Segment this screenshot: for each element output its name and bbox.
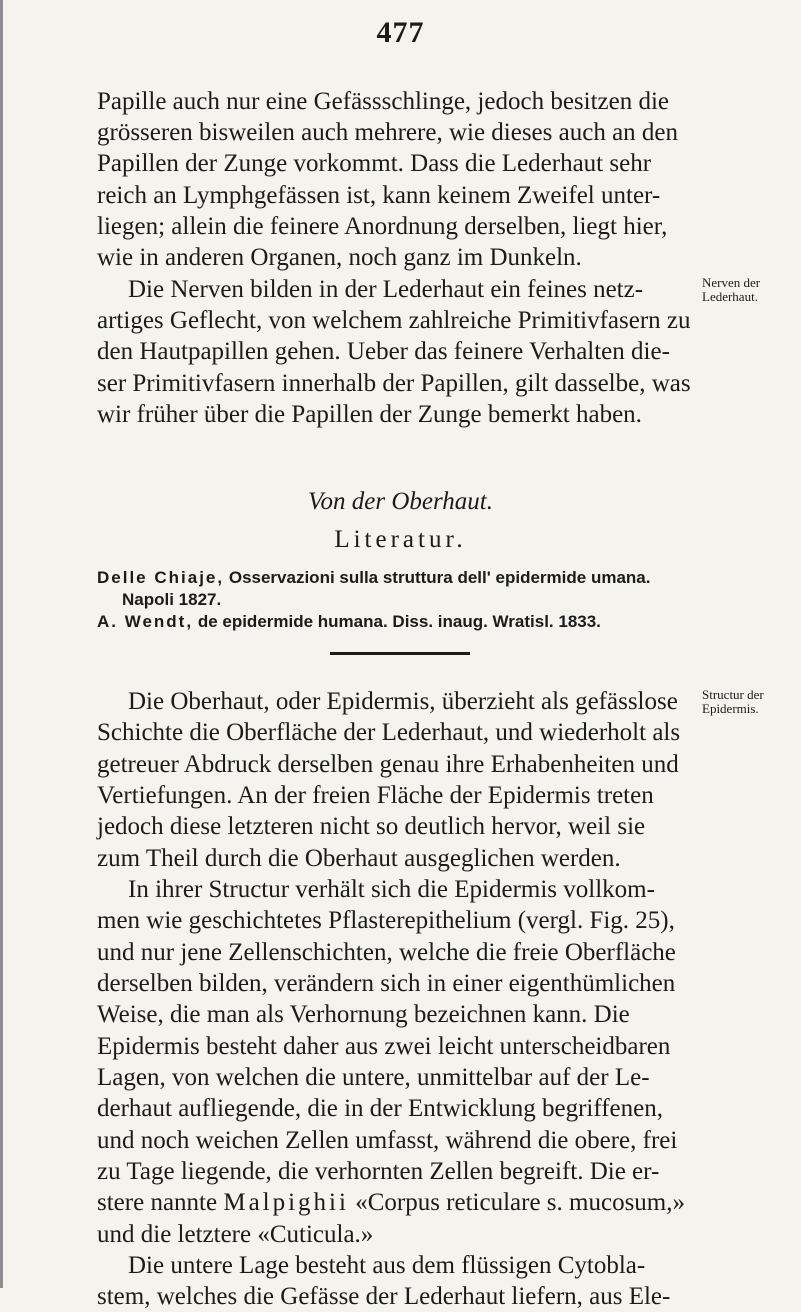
text-fragment: stere nannte	[97, 1189, 218, 1216]
text-line: In ihrer Structur verhält sich die Epidermis vollkom-	[128, 876, 655, 903]
text-line: ser Primitivfasern innerhalb der Papillen, gilt dasselbe, was	[97, 370, 691, 397]
text-line: wie in anderen Organen, noch ganz im Dunkeln.	[97, 244, 582, 271]
text-line: men wie geschichtetes Pflasterepithelium (vergl. Fig. 25),	[97, 907, 675, 934]
margin-note-line: Nerven der	[702, 275, 761, 290]
latin-quote: «Corpus reticulare s. mucosum,»	[355, 1189, 686, 1216]
text-line: wir früher über die Papillen der Zunge bemerkt haben.	[97, 401, 642, 428]
text-line: getreuer Abdruck derselben genau ihre Erhabenheiten und	[97, 751, 679, 778]
text-line: reich an Lymphgefässen ist, kann keinem Zweifel unter-	[97, 182, 661, 209]
text-line: Weise, die man als Verhornung bezeichnen kann. Die	[97, 1001, 630, 1028]
text-line: liegen; allein die feinere Anordnung derselben, liegt hier,	[97, 213, 668, 240]
literature-entry	[97, 611, 697, 633]
author-name: Malpighii	[223, 1189, 349, 1216]
literature-entry	[97, 567, 697, 589]
text-line: und noch weichen Zellen umfasst, während die obere, frei	[97, 1127, 678, 1154]
literature-heading: Literatur.	[334, 526, 467, 553]
text-line: Die Nerven bilden in der Lederhaut ein feines netz-	[128, 276, 644, 303]
text-line: Vertiefungen. An der freien Fläche der Epidermis treten	[97, 782, 654, 809]
text-line-content: Papille auch nur eine Gefässschlinge, jedoch besitzen die	[97, 88, 670, 115]
text-line	[97, 86, 722, 117]
page-edge	[0, 0, 3, 1288]
margin-note-structure	[702, 688, 801, 716]
text-line: Die untere Lage besteht aus dem flüssigen Cytobla-	[128, 1252, 646, 1279]
text-line: grösseren bisweilen auch mehrere, wie dieses auch an den	[97, 119, 679, 146]
text-line: derselben bilden, verändern sich in einer eigenthümlichen	[97, 970, 676, 997]
page-number: 477	[376, 16, 425, 49]
margin-note-nerves	[702, 276, 801, 304]
text-line: Papillen der Zunge vorkommt. Dass die Lederhaut sehr	[97, 150, 652, 177]
text-line: Lagen, von welchen die untere, unmittelbar auf der Le-	[97, 1064, 650, 1091]
text-line: artiges Geflecht, von welchem zahlreiche Primitivfasern zu	[97, 307, 691, 334]
text-line: und nur jene Zellenschichten, welche die freie Oberfläche	[97, 939, 676, 966]
section-title: Von der Oberhaut.	[308, 488, 493, 515]
text-line-mixed	[97, 1187, 685, 1218]
literature-text: de epidermide humana. Diss. inaug. Wratisl. 1833.	[197, 612, 601, 631]
section-divider	[330, 652, 470, 655]
margin-note-line: Lederhaut.	[702, 289, 758, 304]
literature-text: Osservazioni sulla struttura dell' epidermide umana.	[228, 568, 651, 587]
text-line: stem, welches die Gefässe der Lederhaut liefern, aus Ele-	[97, 1283, 671, 1310]
text-line: zu Tage liegende, die verhornten Zellen begreift. Die er-	[97, 1158, 660, 1185]
text-line: Epidermis besteht daher aus zwei leicht unterscheidbaren	[97, 1033, 671, 1060]
literature-continuation: Napoli 1827.	[122, 590, 222, 609]
literature-author: A. Wendt,	[97, 612, 194, 631]
text-line: und die letztere «Cuticula.»	[97, 1221, 374, 1248]
text-line: Schichte die Oberfläche der Lederhaut, und wiederholt als	[97, 719, 681, 746]
text-line: jedoch diese letzteren nicht so deutlich hervor, weil sie	[97, 813, 646, 840]
text-line: derhaut aufliegende, die in der Entwicklung begriffenen,	[97, 1095, 663, 1122]
text-line: zum Theil durch die Oberhaut ausgeglichen werden.	[97, 845, 621, 872]
margin-note-line: Epidermis.	[702, 701, 759, 716]
literature-author: Delle Chiaje,	[97, 568, 225, 587]
margin-note-line: Structur der	[702, 687, 764, 702]
text-line: Die Oberhaut, oder Epidermis, überzieht als gefässlose	[128, 688, 678, 715]
text-line: den Hautpapillen gehen. Ueber das feinere Verhalten die-	[97, 338, 670, 365]
